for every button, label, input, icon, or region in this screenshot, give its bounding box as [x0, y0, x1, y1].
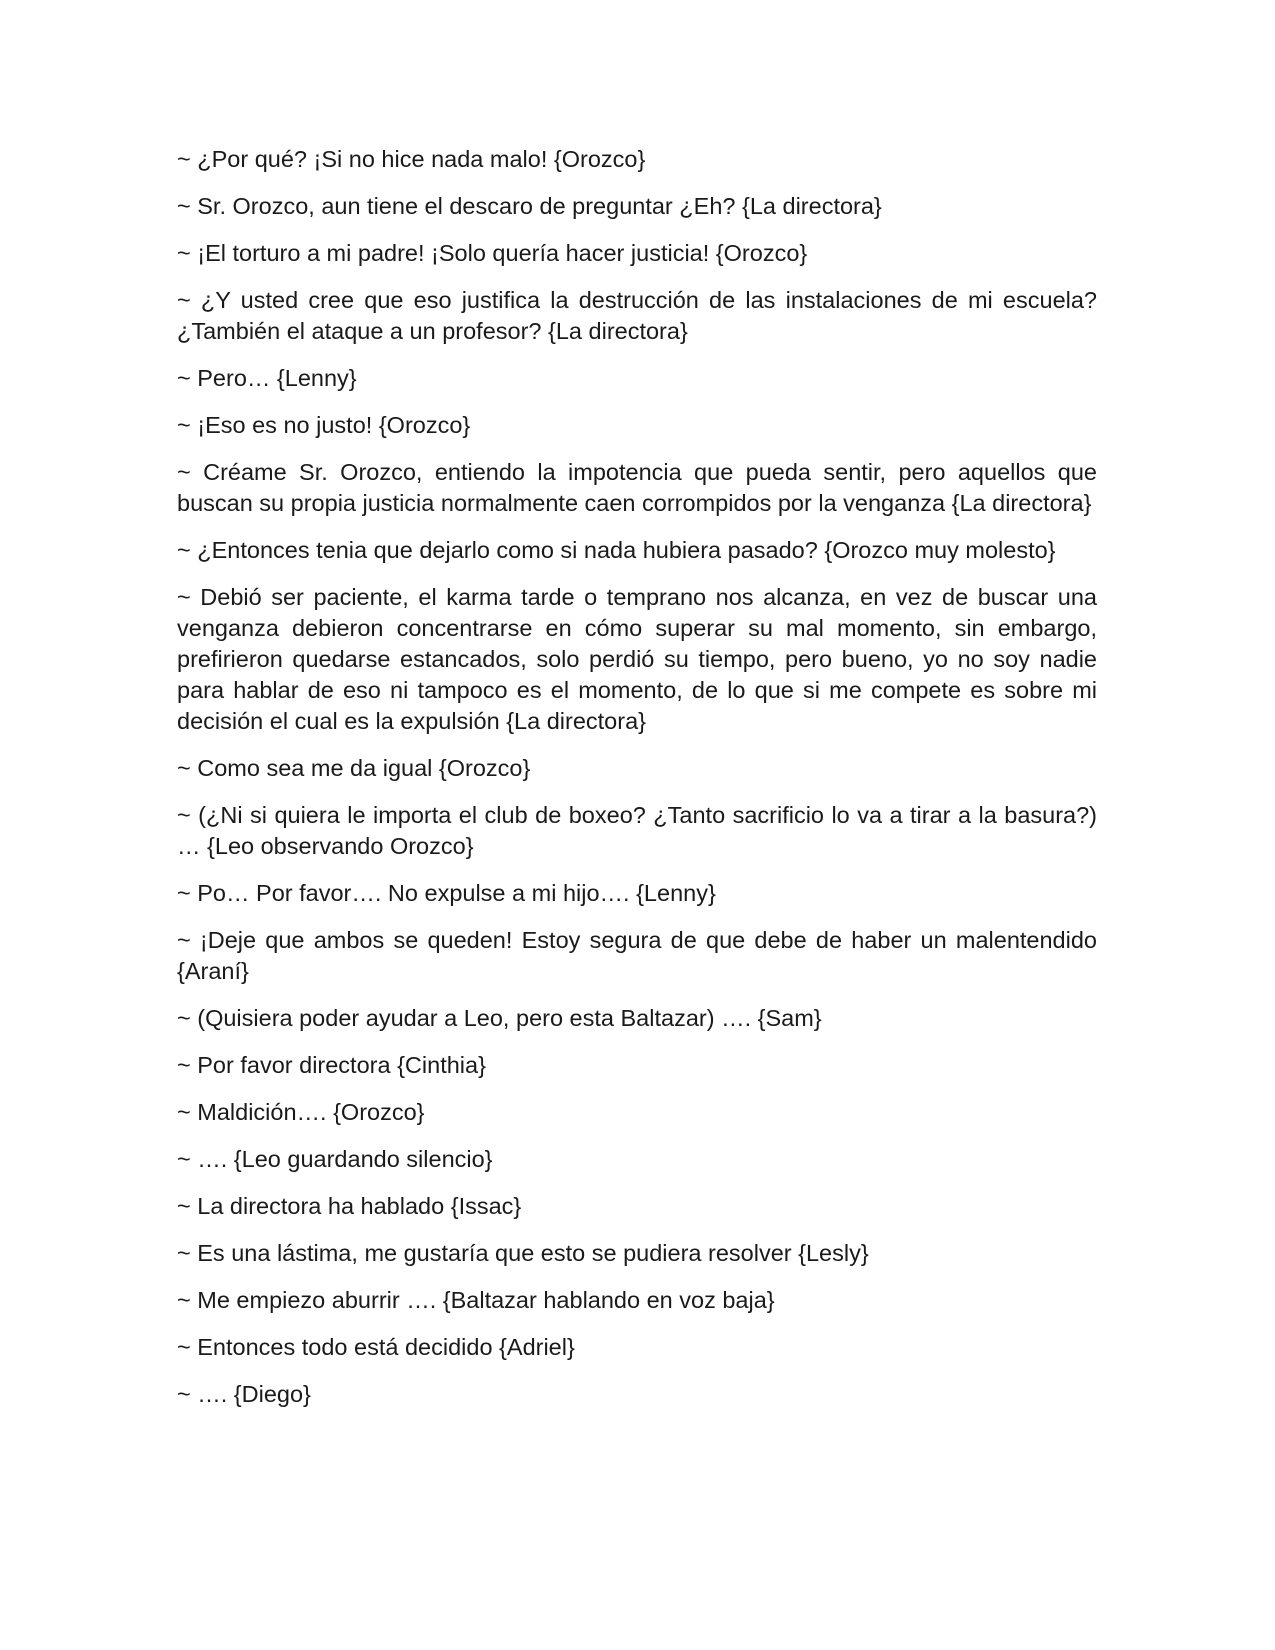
dialogue-line: ~ Pero… {Lenny} — [177, 365, 357, 391]
dialogue-line: ~ Maldición…. {Orozco} — [177, 1099, 425, 1125]
dialogue-line: ~ Sr. Orozco, aun tiene el descaro de preguntar ¿Eh? {La directora} — [177, 193, 882, 219]
dialogue-line: ~ (Quisiera poder ayudar a Leo, pero esta Baltazar) …. {Sam} — [177, 1005, 822, 1031]
dialogue-line: ~ Debió ser paciente, el karma tarde o temprano nos alcanza, en vez de buscar una venganza debieron concentrarse en cómo superar su mal momento, sin embargo, prefirieron quedarse estancados, solo perdió su tiempo, pero bueno, yo no soy nadie para hablar de eso ni tampoco es el momento, de lo que si me compete es sobre mi decisión el cual es la expulsión {La directora} — [177, 584, 1097, 734]
dialogue-line: ~ Po… Por favor…. No expulse a mi hijo…. {Lenny} — [177, 880, 716, 906]
dialogue-line: ~ ¡Deje que ambos se queden! Estoy segura de que debe de haber un malentendido {Araní} — [177, 927, 1097, 984]
dialogue-line: ~ ¿Y usted cree que eso justifica la destrucción de las instalaciones de mi escuela? ¿También el ataque a un profesor? {La directora} — [177, 287, 1097, 344]
dialogue-line: ~ ¡El torturo a mi padre! ¡Solo quería hacer justicia! {Orozco} — [177, 240, 808, 266]
dialogue-line: ~ ¿Entonces tenia que dejarlo como si nada hubiera pasado? {Orozco muy molesto} — [177, 537, 1056, 563]
dialogue-line: ~ La directora ha hablado {Issac} — [177, 1193, 522, 1219]
dialogue-line: ~ Entonces todo está decidido {Adriel} — [177, 1334, 575, 1360]
dialogue-line: ~ Como sea me da igual {Orozco} — [177, 755, 531, 781]
dialogue-line: ~ ¡Eso es no justo! {Orozco} — [177, 412, 471, 438]
dialogue-line: ~ Por favor directora {Cinthia} — [177, 1052, 486, 1078]
dialogue-line: ~ Me empiezo aburrir …. {Baltazar hablando en voz baja} — [177, 1287, 775, 1313]
dialogue-body — [177, 144, 1097, 1426]
dialogue-line: ~ ¿Por qué? ¡Si no hice nada malo! {Orozco} — [177, 146, 646, 172]
dialogue-line: ~ Es una lástima, me gustaría que esto se pudiera resolver {Lesly} — [177, 1240, 869, 1266]
dialogue-line: ~ Créame Sr. Orozco, entiendo la impotencia que pueda sentir, pero aquellos que buscan su propia justicia normalmente caen corrompidos por la venganza {La directora} — [177, 459, 1097, 516]
dialogue-line: ~ …. {Leo guardando silencio} — [177, 1146, 493, 1172]
dialogue-line: ~ …. {Diego} — [177, 1381, 311, 1407]
dialogue-line: ~ (¿Ni si quiera le importa el club de boxeo? ¿Tanto sacrificio lo va a tirar a la basura?) … {Leo observando Orozco} — [177, 802, 1097, 859]
